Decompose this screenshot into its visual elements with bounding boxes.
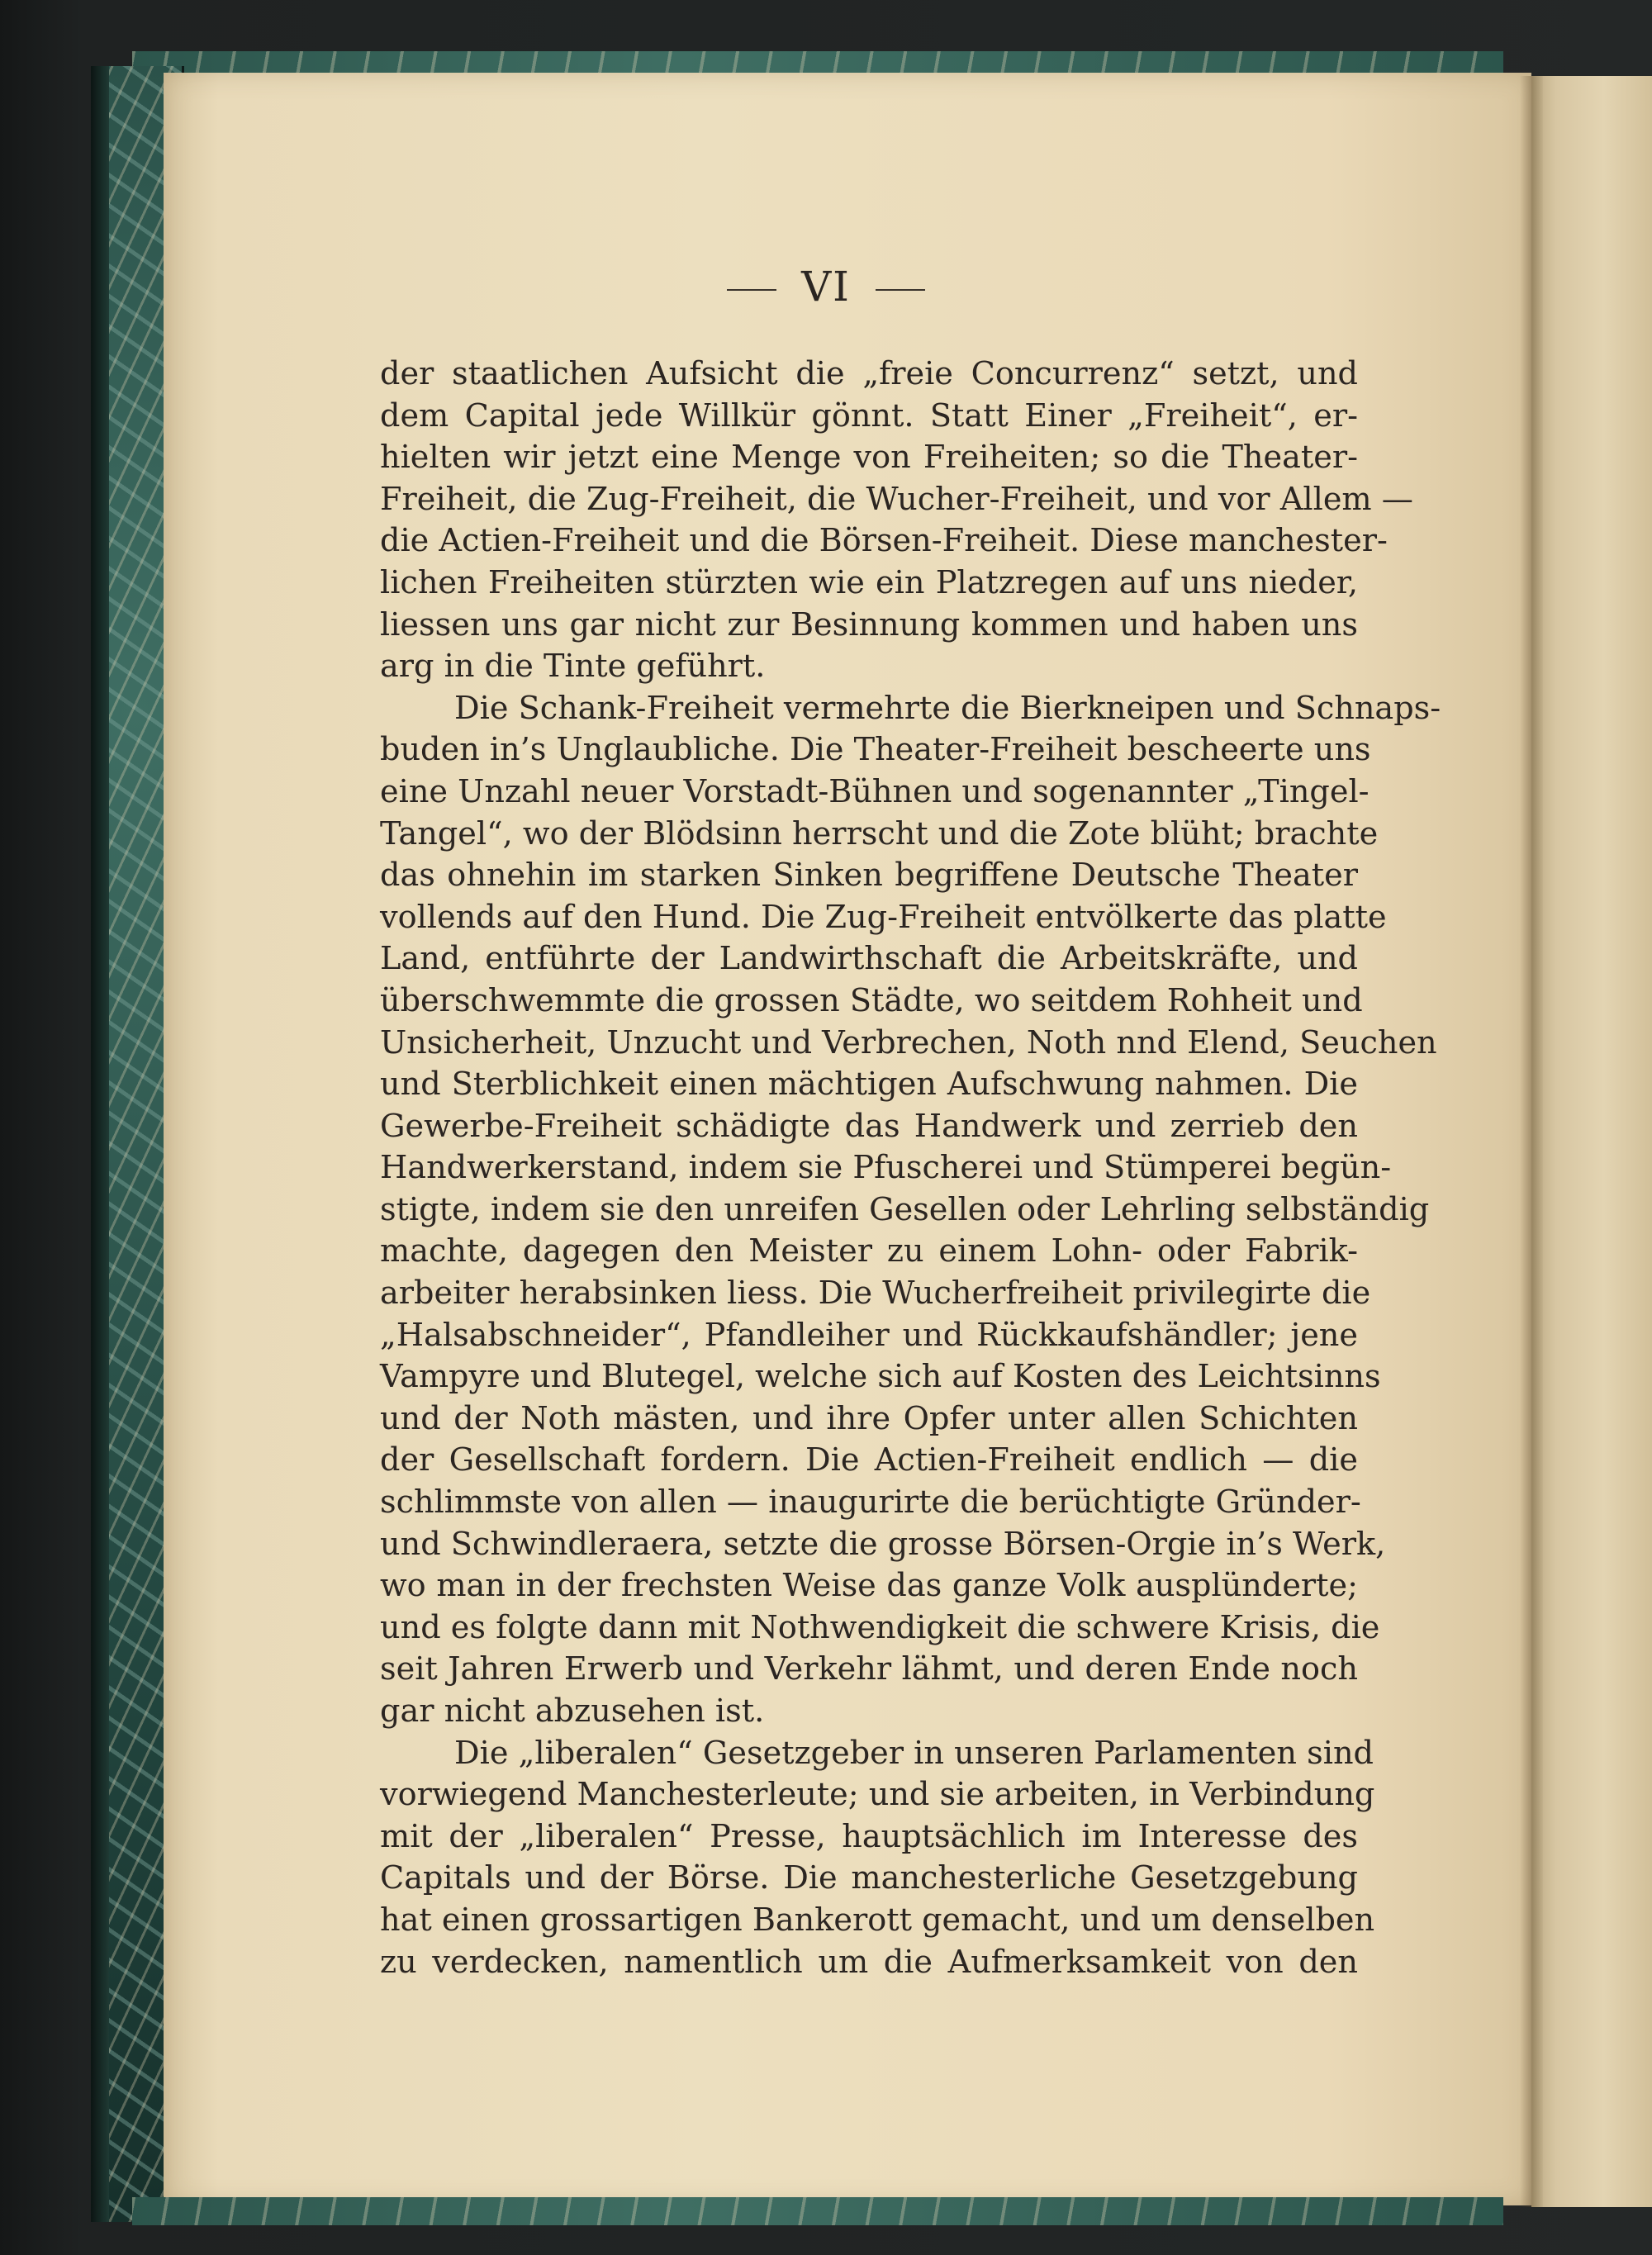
text-line: stigte, indem sie den unreifen Gesellen oder Lehrling selbständig	[380, 1191, 1430, 1228]
text-line: hat einen grossartigen Bankerott gemacht, und um denselben	[380, 1901, 1375, 1939]
text-line: eine Unzahl neuer Vorstadt-Bühnen und sogenannter „Tingel-	[380, 773, 1370, 810]
text-line: dem Capital jede Willkür gönnt. Statt Einer „Freiheit“, er-	[380, 397, 1358, 434]
text-line: Unsicherheit, Unzucht und Verbrechen, Noth nnd Elend, Seuchen	[380, 1024, 1437, 1061]
text-line: buden in’s Unglaubliche. Die Theater-Freiheit bescheerte uns	[380, 732, 1371, 769]
text-line: hielten wir jetzt eine Menge von Freiheiten; so die Theater-	[380, 439, 1358, 477]
spine-edge	[91, 66, 109, 2222]
text-line: lichen Freiheiten stürzten wie ein Platzregen auf uns nieder,	[380, 564, 1358, 601]
text-line: Land, entführte der Landwirthschaft die Arbeitskräfte, und	[380, 941, 1358, 978]
text-line: Tangel“, wo der Blödsinn herrscht und die Zote blüht; brachte	[380, 815, 1379, 852]
page-number-header	[0, 263, 1652, 311]
text-line: mit der „liberalen“ Presse, hauptsächlich im Interesse des	[380, 1818, 1358, 1855]
text-line: Vampyre und Blutegel, welche sich auf Kosten des Leichtsinns	[380, 1359, 1381, 1396]
text-line: arbeiter herabsinken liess. Die Wucherfreiheit privilegirte die	[380, 1275, 1371, 1313]
text-line: „Halsabschneider“, Pfandleiher und Rückkaufshändler; jene	[380, 1317, 1358, 1354]
page-number: VI	[801, 263, 851, 311]
text-line: zu verdecken, namentlich um die Aufmerksamkeit von den	[380, 1944, 1358, 1981]
text-line: Freiheit, die Zug-Freiheit, die Wucher-Freiheit, und vor Allem —	[380, 481, 1413, 518]
text-line: wo man in der frechsten Weise das ganze Volk ausplünderte;	[380, 1568, 1358, 1605]
text-line: der Gesellschaft fordern. Die Actien-Freiheit endlich — die	[380, 1442, 1358, 1479]
text-line: machte, dagegen den Meister zu einem Lohn- oder Fabrik-	[380, 1233, 1358, 1270]
text-line: vollends auf den Hund. Die Zug-Freiheit entvölkerte das platte	[380, 899, 1387, 936]
text-line: der staatlichen Aufsicht die „freie Concurrenz“ setzt, und	[380, 356, 1358, 392]
text-line: Capitals und der Börse. Die manchesterliche Gesetzgebung	[380, 1860, 1358, 1897]
text-line: Gewerbe-Freiheit schädigte das Handwerk und zerrieb den	[380, 1108, 1358, 1145]
text-line: Die „liberalen“ Gesetzgeber in unseren Parlamenten sind	[454, 1735, 1374, 1772]
text-line: die Actien-Freiheit und die Börsen-Freiheit. Diese manchester-	[380, 523, 1388, 560]
text-line: schlimmste von allen — inaugurirte die berüchtigte Gründer-	[380, 1484, 1361, 1522]
text-line: vorwiegend Manchesterleute; und sie arbeiten, in Verbindung	[380, 1777, 1375, 1814]
text-line: gar nicht abzusehen ist.	[380, 1693, 765, 1730]
text-line: Die Schank-Freiheit vermehrte die Bierkneipen und Schnaps-	[454, 690, 1441, 727]
text-line: arg in die Tinte geführt.	[380, 648, 766, 686]
text-line: überschwemmte die grossen Städte, wo seitdem Rohheit und	[380, 982, 1363, 1019]
text-line: das ohnehin im starken Sinken begriffene Deutsche Theater	[380, 857, 1358, 895]
text-line: seit Jahren Erwerb und Verkehr lähmt, und deren Ende noch	[380, 1651, 1358, 1688]
text-line: Handwerkerstand, indem sie Pfuscherei und Stümperei begün-	[380, 1150, 1392, 1187]
header-dash-left	[727, 289, 776, 291]
page-gutter	[1520, 76, 1543, 2207]
header-dash-right	[876, 289, 925, 291]
text-line: und der Noth mästen, und ihre Opfer unter allen Schichten	[380, 1400, 1358, 1437]
marbled-cover-bottom	[132, 2197, 1503, 2225]
body-text	[380, 354, 1441, 1983]
text-line: liessen uns gar nicht zur Besinnung kommen und haben uns	[380, 606, 1358, 643]
text-line: und Schwindleraera, setzte die grosse Börsen-Orgie in’s Werk,	[380, 1526, 1386, 1563]
facing-page-edge	[1531, 76, 1652, 2207]
text-line: und es folgte dann mit Nothwendigkeit die schwere Krisis, die	[380, 1609, 1380, 1646]
text-line: und Sterblichkeit einen mächtigen Aufschwung nahmen. Die	[380, 1066, 1358, 1104]
